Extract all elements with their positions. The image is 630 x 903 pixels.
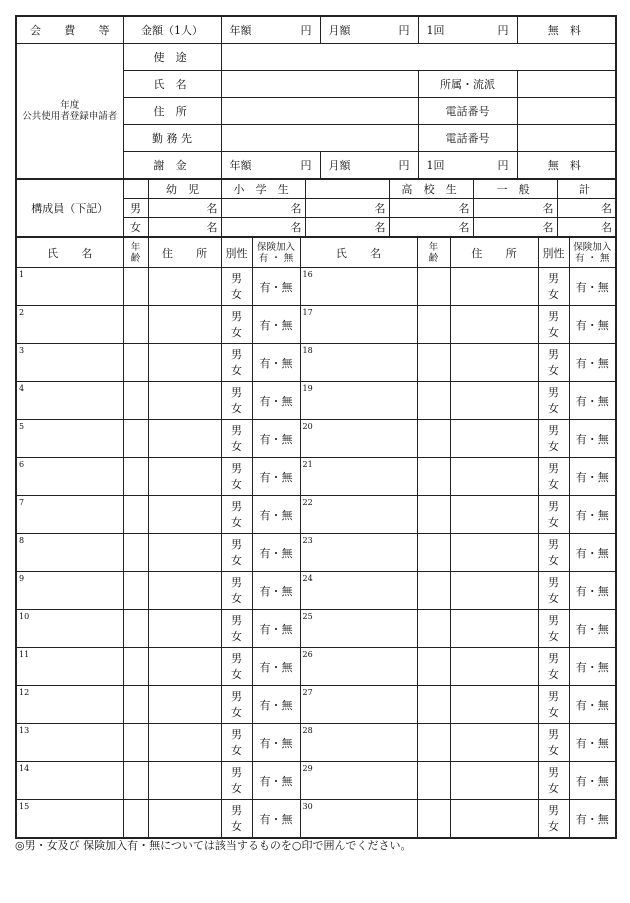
member-address-field[interactable] xyxy=(450,496,538,534)
member-insurance-choice[interactable]: 有・無 xyxy=(252,686,300,724)
member-name-field[interactable] xyxy=(300,648,417,686)
member-name-field[interactable] xyxy=(16,686,123,724)
category-blank xyxy=(305,179,389,199)
member-name-field[interactable] xyxy=(16,306,123,344)
member-address-field[interactable] xyxy=(450,458,538,496)
member-name-field[interactable] xyxy=(300,344,417,382)
table-row xyxy=(16,572,616,610)
member-count-table xyxy=(15,178,617,238)
member-insurance-choice[interactable]: 有・無 xyxy=(569,800,616,839)
member-address-field[interactable] xyxy=(450,534,538,572)
member-insurance-choice[interactable]: 有・無 xyxy=(569,686,616,724)
member-age-field[interactable] xyxy=(417,458,450,496)
workplace-label: 勤 務 先 xyxy=(123,125,221,152)
fees-label: 会 費 等 xyxy=(16,16,123,44)
member-address-field[interactable] xyxy=(450,648,538,686)
member-insurance-choice[interactable]: 有・無 xyxy=(252,648,300,686)
member-age-field[interactable] xyxy=(123,268,148,306)
member-name-field[interactable] xyxy=(300,610,417,648)
roster-age-header-right: 年 齢 xyxy=(417,237,450,268)
member-address-field[interactable] xyxy=(148,648,221,686)
name-label: 氏 名 xyxy=(123,71,221,98)
member-sex-choice[interactable]: 男 女 xyxy=(221,762,252,800)
member-age-field[interactable] xyxy=(417,496,450,534)
row-number: 24 xyxy=(302,574,313,583)
member-insurance-choice[interactable]: 有・無 xyxy=(569,382,616,420)
member-age-field[interactable] xyxy=(123,458,148,496)
purpose-field[interactable] xyxy=(221,44,616,71)
member-age-field[interactable] xyxy=(123,496,148,534)
female-count-general[interactable]: 名 xyxy=(473,218,557,238)
category-total: 計 xyxy=(557,179,616,199)
honorarium-free-option[interactable]: 無 料 xyxy=(517,152,616,180)
member-age-field[interactable] xyxy=(123,382,148,420)
row-number: 11 xyxy=(19,650,30,659)
workplace-field[interactable] xyxy=(221,125,418,152)
row-number: 26 xyxy=(302,650,313,659)
phone-label: 電話番号 xyxy=(418,98,517,125)
member-address-field[interactable] xyxy=(148,268,221,306)
member-address-field[interactable] xyxy=(148,572,221,610)
address-field[interactable] xyxy=(221,98,418,125)
category-general: 一 般 xyxy=(473,179,557,199)
member-name-field[interactable] xyxy=(16,268,123,306)
member-sex-choice[interactable]: 男 女 xyxy=(221,420,252,458)
member-name-field[interactable] xyxy=(300,496,417,534)
member-name-field[interactable] xyxy=(300,686,417,724)
row-number: 29 xyxy=(302,764,313,773)
member-sex-choice[interactable]: 男 女 xyxy=(221,306,252,344)
member-name-field[interactable] xyxy=(300,458,417,496)
member-sex-choice[interactable]: 男 女 xyxy=(221,610,252,648)
male-label: 男 xyxy=(123,199,148,218)
member-sex-choice[interactable]: 男 女 xyxy=(538,686,569,724)
honorarium-annual-field[interactable]: 年額 円 xyxy=(221,152,320,180)
member-age-field[interactable] xyxy=(123,306,148,344)
member-name-field[interactable] xyxy=(16,382,123,420)
female-label: 女 xyxy=(123,218,148,238)
applicant-table xyxy=(15,15,617,180)
category-highschool: 高 校 生 xyxy=(389,179,473,199)
member-name-field[interactable] xyxy=(16,458,123,496)
male-count-elementary[interactable]: 名 xyxy=(221,199,305,218)
name-field[interactable] xyxy=(221,71,418,98)
row-number: 16 xyxy=(302,270,313,279)
row-number: 10 xyxy=(19,612,30,621)
table-row xyxy=(16,800,616,839)
member-name-field[interactable] xyxy=(16,800,123,839)
category-infant: 幼 児 xyxy=(148,179,221,199)
free-option[interactable]: 無 料 xyxy=(517,16,616,44)
member-sex-choice[interactable]: 男 女 xyxy=(538,610,569,648)
member-insurance-choice[interactable]: 有・無 xyxy=(252,344,300,382)
row-number: 4 xyxy=(19,384,25,393)
table-row xyxy=(16,344,616,382)
member-address-field[interactable] xyxy=(148,534,221,572)
member-name-field[interactable] xyxy=(16,610,123,648)
member-sex-choice[interactable]: 男 女 xyxy=(221,648,252,686)
member-name-field[interactable] xyxy=(300,724,417,762)
female-count-total[interactable]: 名 xyxy=(557,218,616,238)
affiliation-field[interactable] xyxy=(517,71,616,98)
honorarium-label: 謝 金 xyxy=(123,152,221,180)
member-age-field[interactable] xyxy=(123,762,148,800)
applicant-label: 年度 公共使用者登録申請者 xyxy=(16,44,123,180)
table-row xyxy=(16,648,616,686)
member-sex-choice[interactable]: 男 女 xyxy=(538,572,569,610)
member-age-field[interactable] xyxy=(123,610,148,648)
male-count-highschool[interactable]: 名 xyxy=(389,199,473,218)
row-number: 2 xyxy=(19,308,25,317)
row-number: 28 xyxy=(302,726,313,735)
roster-name-header: 氏 名 xyxy=(16,237,123,268)
female-count-elementary[interactable]: 名 xyxy=(221,218,305,238)
member-insurance-choice[interactable]: 有・無 xyxy=(569,420,616,458)
row-number: 21 xyxy=(302,460,313,469)
registration-form xyxy=(15,15,615,839)
member-address-field[interactable] xyxy=(450,686,538,724)
members-label: 構成員（下記） xyxy=(16,179,123,237)
member-sex-choice[interactable]: 男 女 xyxy=(538,496,569,534)
row-number: 30 xyxy=(302,802,313,811)
member-address-field[interactable] xyxy=(450,762,538,800)
honorarium-monthly-field[interactable]: 月額 円 xyxy=(320,152,418,180)
member-name-field[interactable] xyxy=(300,306,417,344)
member-name-field[interactable] xyxy=(300,268,417,306)
member-address-field[interactable] xyxy=(148,724,221,762)
member-insurance-choice[interactable]: 有・無 xyxy=(569,572,616,610)
member-age-field[interactable] xyxy=(417,686,450,724)
table-row xyxy=(16,382,616,420)
row-number: 17 xyxy=(302,308,313,317)
member-insurance-choice[interactable]: 有・無 xyxy=(569,306,616,344)
row-number: 3 xyxy=(19,346,25,355)
roster-address-header: 住 所 xyxy=(148,237,221,268)
member-sex-choice[interactable]: 男 女 xyxy=(538,534,569,572)
member-sex-choice[interactable]: 男 女 xyxy=(221,382,252,420)
annual-fee-field[interactable]: 年額 円 xyxy=(221,16,320,44)
member-sex-choice[interactable]: 男 女 xyxy=(538,800,569,839)
member-age-field[interactable] xyxy=(417,610,450,648)
member-sex-choice[interactable]: 男 女 xyxy=(221,496,252,534)
member-insurance-choice[interactable]: 有・無 xyxy=(252,724,300,762)
roster-insurance-header-right: 保険加入 有 ・ 無 xyxy=(569,237,616,268)
member-sex-choice[interactable]: 男 女 xyxy=(538,420,569,458)
roster-age-header: 年 齢 xyxy=(123,237,148,268)
table-row xyxy=(16,306,616,344)
member-age-field[interactable] xyxy=(417,534,450,572)
member-age-field[interactable] xyxy=(417,572,450,610)
table-row xyxy=(16,610,616,648)
member-age-field[interactable] xyxy=(417,648,450,686)
member-age-field[interactable] xyxy=(417,724,450,762)
member-address-field[interactable] xyxy=(450,268,538,306)
member-insurance-choice[interactable]: 有・無 xyxy=(252,762,300,800)
table-row xyxy=(16,268,616,306)
member-insurance-choice[interactable]: 有・無 xyxy=(569,268,616,306)
member-insurance-choice[interactable]: 有・無 xyxy=(252,572,300,610)
roster-table xyxy=(15,236,617,839)
member-name-field[interactable] xyxy=(300,420,417,458)
row-number: 18 xyxy=(302,346,313,355)
member-sex-choice[interactable]: 男 女 xyxy=(221,686,252,724)
member-age-field[interactable] xyxy=(417,382,450,420)
member-insurance-choice[interactable]: 有・無 xyxy=(252,800,300,839)
row-number: 6 xyxy=(19,460,25,469)
member-address-field[interactable] xyxy=(450,724,538,762)
member-age-field[interactable] xyxy=(123,686,148,724)
female-count-middle[interactable]: 名 xyxy=(305,218,389,238)
member-address-field[interactable] xyxy=(148,458,221,496)
table-row xyxy=(16,724,616,762)
member-sex-choice[interactable]: 男 女 xyxy=(221,724,252,762)
member-sex-choice[interactable]: 男 女 xyxy=(538,306,569,344)
member-sex-choice[interactable]: 男 女 xyxy=(538,268,569,306)
member-address-field[interactable] xyxy=(450,800,538,839)
member-name-field[interactable] xyxy=(16,496,123,534)
member-insurance-choice[interactable]: 有・無 xyxy=(569,344,616,382)
member-insurance-choice[interactable]: 有・無 xyxy=(252,306,300,344)
member-name-field[interactable] xyxy=(300,572,417,610)
roster-insurance-header: 保険加入 有 ・ 無 xyxy=(252,237,300,268)
row-number: 20 xyxy=(302,422,313,431)
male-count-general[interactable]: 名 xyxy=(473,199,557,218)
table-row xyxy=(16,458,616,496)
female-count-highschool[interactable]: 名 xyxy=(389,218,473,238)
row-number: 15 xyxy=(19,802,30,811)
category-elementary: 小 学 生 xyxy=(221,179,305,199)
member-insurance-choice[interactable]: 有・無 xyxy=(569,534,616,572)
affiliation-label: 所属・流派 xyxy=(418,71,517,98)
member-address-field[interactable] xyxy=(450,344,538,382)
member-sex-choice[interactable]: 男 女 xyxy=(221,572,252,610)
row-number: 23 xyxy=(302,536,313,545)
member-name-field[interactable] xyxy=(300,534,417,572)
member-sex-choice[interactable]: 男 女 xyxy=(538,344,569,382)
purpose-label: 使 途 xyxy=(123,44,221,71)
member-sex-choice[interactable]: 男 女 xyxy=(221,800,252,839)
member-address-field[interactable] xyxy=(148,420,221,458)
member-age-field[interactable] xyxy=(123,800,148,839)
member-insurance-choice[interactable]: 有・無 xyxy=(569,610,616,648)
member-insurance-choice[interactable]: 有・無 xyxy=(252,382,300,420)
member-name-field[interactable] xyxy=(16,762,123,800)
monthly-fee-field[interactable]: 月額 円 xyxy=(320,16,418,44)
member-age-field[interactable] xyxy=(123,724,148,762)
row-number: 14 xyxy=(19,764,30,773)
member-insurance-choice[interactable]: 有・無 xyxy=(569,648,616,686)
member-sex-choice[interactable]: 男 女 xyxy=(221,344,252,382)
member-insurance-choice[interactable]: 有・無 xyxy=(252,496,300,534)
member-address-field[interactable] xyxy=(450,610,538,648)
member-sex-choice[interactable]: 男 女 xyxy=(221,534,252,572)
phone2-field[interactable] xyxy=(517,125,616,152)
member-name-field[interactable] xyxy=(16,648,123,686)
row-number: 27 xyxy=(302,688,313,697)
member-sex-choice[interactable]: 男 女 xyxy=(538,648,569,686)
member-address-field[interactable] xyxy=(450,382,538,420)
member-address-field[interactable] xyxy=(450,420,538,458)
member-insurance-choice[interactable]: 有・無 xyxy=(252,420,300,458)
member-age-field[interactable] xyxy=(417,306,450,344)
row-number: 8 xyxy=(19,536,25,545)
roster-name-header-right: 氏 名 xyxy=(300,237,417,268)
phone2-label: 電話番号 xyxy=(418,125,517,152)
member-age-field[interactable] xyxy=(123,534,148,572)
amount-label: 金額（1人） xyxy=(123,16,221,44)
table-row xyxy=(16,534,616,572)
roster-sex-header-right: 別性 xyxy=(538,237,569,268)
member-insurance-choice[interactable]: 有・無 xyxy=(569,724,616,762)
member-insurance-choice[interactable]: 有・無 xyxy=(569,496,616,534)
row-number: 19 xyxy=(302,384,313,393)
table-row xyxy=(16,762,616,800)
member-address-field[interactable] xyxy=(148,382,221,420)
member-address-field[interactable] xyxy=(148,610,221,648)
address-label: 住 所 xyxy=(123,98,221,125)
table-row xyxy=(16,420,616,458)
member-name-field[interactable] xyxy=(300,382,417,420)
row-number: 1 xyxy=(19,270,25,279)
row-number: 9 xyxy=(19,574,25,583)
member-age-field[interactable] xyxy=(417,420,450,458)
member-name-field[interactable] xyxy=(16,724,123,762)
member-insurance-choice[interactable]: 有・無 xyxy=(569,458,616,496)
member-age-field[interactable] xyxy=(123,344,148,382)
member-name-field[interactable] xyxy=(16,572,123,610)
male-count-middle[interactable]: 名 xyxy=(305,199,389,218)
table-row xyxy=(16,496,616,534)
per-session-fee-field[interactable]: 1回 円 xyxy=(418,16,517,44)
member-name-field[interactable] xyxy=(16,420,123,458)
row-number: 25 xyxy=(302,612,313,621)
row-number: 22 xyxy=(302,498,313,507)
member-address-field[interactable] xyxy=(148,496,221,534)
member-sex-choice[interactable]: 男 女 xyxy=(221,458,252,496)
member-age-field[interactable] xyxy=(123,420,148,458)
member-age-field[interactable] xyxy=(123,572,148,610)
member-address-field[interactable] xyxy=(148,344,221,382)
member-address-field[interactable] xyxy=(148,762,221,800)
member-sex-choice[interactable]: 男 女 xyxy=(538,382,569,420)
row-number: 13 xyxy=(19,726,30,735)
member-insurance-choice[interactable]: 有・無 xyxy=(252,458,300,496)
member-age-field[interactable] xyxy=(417,268,450,306)
row-number: 5 xyxy=(19,422,25,431)
member-name-field[interactable] xyxy=(16,344,123,382)
table-row xyxy=(16,686,616,724)
footer-note: ◎男・女及び 保険加入有・無については該当するものを○印で囲んでください。 xyxy=(15,839,412,852)
roster-address-header-right: 住 所 xyxy=(450,237,538,268)
member-name-field[interactable] xyxy=(300,800,417,839)
member-address-field[interactable] xyxy=(148,686,221,724)
phone-field[interactable] xyxy=(517,98,616,125)
member-age-field[interactable] xyxy=(123,648,148,686)
row-number: 7 xyxy=(19,498,25,507)
member-age-field[interactable] xyxy=(417,800,450,839)
member-address-field[interactable] xyxy=(450,306,538,344)
member-name-field[interactable] xyxy=(16,534,123,572)
row-number: 12 xyxy=(19,688,30,697)
member-address-field[interactable] xyxy=(148,800,221,839)
roster-sex-header: 別性 xyxy=(221,237,252,268)
member-age-field[interactable] xyxy=(417,762,450,800)
member-insurance-choice[interactable]: 有・無 xyxy=(252,534,300,572)
member-insurance-choice[interactable]: 有・無 xyxy=(252,610,300,648)
member-sex-choice[interactable]: 男 女 xyxy=(538,458,569,496)
member-insurance-choice[interactable]: 有・無 xyxy=(569,762,616,800)
member-insurance-choice[interactable]: 有・無 xyxy=(252,268,300,306)
member-sex-choice[interactable]: 男 女 xyxy=(538,762,569,800)
member-address-field[interactable] xyxy=(148,306,221,344)
honorarium-once-field[interactable]: 1回 円 xyxy=(418,152,517,180)
member-age-field[interactable] xyxy=(417,344,450,382)
member-name-field[interactable] xyxy=(300,762,417,800)
member-address-field[interactable] xyxy=(450,572,538,610)
male-count-infant[interactable]: 名 xyxy=(148,199,221,218)
member-sex-choice[interactable]: 男 女 xyxy=(538,724,569,762)
member-sex-choice[interactable]: 男 女 xyxy=(221,268,252,306)
male-count-total[interactable]: 名 xyxy=(557,199,616,218)
female-count-infant[interactable]: 名 xyxy=(148,218,221,238)
